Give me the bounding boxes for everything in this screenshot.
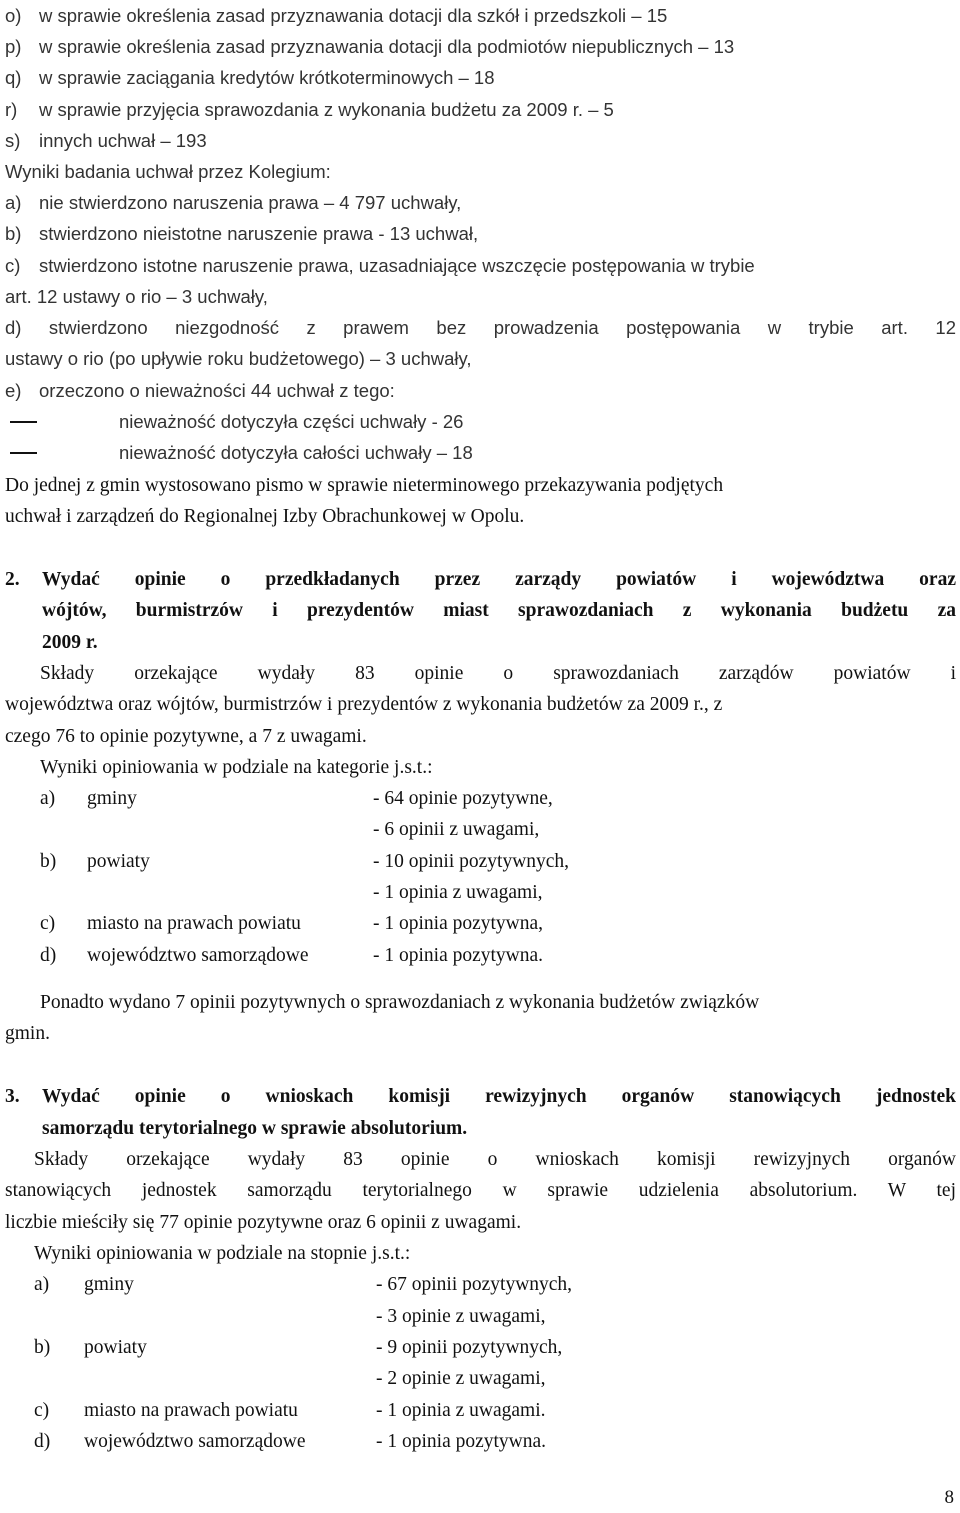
list-item	[5, 35, 956, 59]
sub-list-item	[5, 441, 956, 465]
row-value: - 2 opinie z uwagami,	[376, 1368, 546, 1389]
row-label: d)	[34, 1431, 51, 1452]
list-item-label: s)	[5, 130, 21, 151]
list-item-label: q)	[5, 67, 22, 88]
row-label: c)	[34, 1400, 50, 1421]
list-item-label: e)	[5, 380, 22, 401]
table-row	[34, 1336, 956, 1360]
table-row	[40, 912, 956, 936]
section-number: 2.	[5, 569, 20, 590]
table-row	[40, 787, 956, 811]
row-category: powiaty	[87, 851, 150, 872]
list-item-label: d)	[5, 317, 22, 338]
paragraph-line: liczbie mieściły się 77 opinie pozytywne oraz 6 opinii z uwagami.	[5, 1212, 522, 1233]
row-value: - 64 opinie pozytywne,	[373, 788, 553, 809]
dash-bullet-icon	[10, 452, 37, 454]
row-category: miasto na prawach powiatu	[84, 1400, 298, 1421]
table-row	[40, 944, 956, 968]
section-number: 3.	[5, 1086, 20, 1107]
kolegium-heading: Wyniki badania uchwał przez Kolegium:	[5, 161, 331, 182]
row-label: b)	[40, 851, 57, 872]
list-item	[5, 191, 956, 215]
sub-list-item-text: nieważność dotyczyła całości uchwały – 18	[119, 442, 473, 463]
table-row	[34, 1430, 956, 1454]
results-heading: Wyniki opiniowania w podziale na kategorie j.s.t.:	[40, 757, 433, 778]
list-item-text: w sprawie określenia zasad przyznawania dotacji dla podmiotów niepublicznych – 13	[39, 36, 735, 57]
paragraph-line: stanowiących jednostek samorządu terytorialnego w sprawie udzielenia absolutorium. W tej	[5, 1180, 956, 1201]
row-value: - 3 opinie z uwagami,	[376, 1306, 546, 1327]
row-value: - 1 opinia pozytywna.	[376, 1431, 547, 1452]
sub-list-item-text: nieważność dotyczyła części uchwały - 26	[119, 411, 464, 432]
section-title-line: 2009 r.	[42, 632, 98, 653]
list-item-text: w sprawie określenia zasad przyznawania dotacji dla szkół i przedszkoli – 15	[39, 5, 668, 26]
row-label: d)	[40, 945, 57, 966]
sub-list-item	[5, 410, 956, 434]
list-item-text: innych uchwał – 193	[39, 130, 207, 151]
list-item-continuation: ustawy o rio (po upływie roku budżetowego) – 3 uchwały,	[5, 348, 472, 369]
row-category: gminy	[84, 1274, 134, 1295]
dash-bullet-icon	[10, 421, 37, 423]
note-line: uchwał i zarządzeń do Regionalnej Izby Obrachunkowej w Opolu.	[5, 506, 525, 527]
list-item-label: a)	[5, 192, 22, 213]
list-item-text: orzeczono o nieważności 44 uchwał z tego:	[39, 380, 395, 401]
list-item	[5, 254, 956, 278]
list-item	[5, 4, 956, 28]
row-label: a)	[34, 1274, 50, 1295]
row-category: gminy	[87, 788, 137, 809]
page-number: 8	[944, 1487, 954, 1508]
list-item-text: w sprawie przyjęcia sprawozdania z wykonania budżetu za 2009 r. – 5	[39, 99, 614, 120]
section-title-line: samorządu terytorialnego w sprawie absolutorium.	[42, 1118, 468, 1139]
paragraph-line: czego 76 to opinie pozytywne, a 7 z uwagami.	[5, 726, 367, 747]
list-item-text: w sprawie zaciągania kredytów krótkoterminowych – 18	[39, 67, 495, 88]
row-category: miasto na prawach powiatu	[87, 913, 301, 934]
list-item-label: o)	[5, 5, 22, 26]
list-item-text: stwierdzono niezgodność z prawem bez prowadzenia postępowania w trybie art. 12	[48, 317, 956, 338]
row-label: a)	[40, 788, 56, 809]
list-item-text: stwierdzono nieistotne naruszenie prawa - 13 uchwał,	[39, 223, 479, 244]
row-value: - 9 opinii pozytywnych,	[376, 1337, 563, 1358]
paragraph-line: gmin.	[5, 1023, 50, 1044]
list-item-continuation: art. 12 ustawy o rio – 3 uchwały,	[5, 286, 268, 307]
list-item	[5, 222, 956, 246]
note-line: Do jednej z gmin wystosowano pismo w sprawie nieterminowego przekazywania podjętych	[5, 475, 724, 496]
row-value: - 6 opinii z uwagami,	[373, 819, 540, 840]
paragraph-line: Ponadto wydano 7 opinii pozytywnych o sprawozdaniach z wykonania budżetów związków	[40, 992, 760, 1013]
results-heading: Wyniki opiniowania w podziale na stopnie j.s.t.:	[34, 1243, 411, 1264]
table-row	[40, 850, 956, 874]
row-label: c)	[40, 913, 56, 934]
list-item-text: stwierdzono istotne naruszenie prawa, uzasadniające wszczęcie postępowania w trybie	[39, 255, 755, 276]
row-value: - 1 opinia z uwagami,	[373, 882, 543, 903]
row-value: - 1 opinia z uwagami.	[376, 1400, 546, 1421]
row-value: - 10 opinii pozytywnych,	[373, 851, 570, 872]
section-title-line: wójtów, burmistrzów i prezydentów miast sprawozdaniach z wykonania budżetu za	[42, 600, 956, 621]
list-item	[5, 66, 956, 90]
paragraph-line: województwa oraz wójtów, burmistrzów i prezydentów z wykonania budżetów za 2009 r., z	[5, 694, 723, 715]
list-item-label: p)	[5, 36, 22, 57]
row-label: b)	[34, 1337, 51, 1358]
row-category: województwo samorządowe	[84, 1431, 306, 1452]
row-value: - 1 opinia pozytywna.	[373, 945, 544, 966]
row-value: - 1 opinia pozytywna,	[373, 913, 544, 934]
row-category: powiaty	[84, 1337, 147, 1358]
list-item-label: r)	[5, 99, 18, 120]
section-title-line: Wydać opinie o przedkładanych przez zarządy powiatów i województwa oraz	[42, 569, 956, 590]
list-item	[5, 98, 956, 122]
row-value: - 67 opinii pozytywnych,	[376, 1274, 573, 1295]
table-row	[34, 1399, 956, 1423]
table-row	[34, 1273, 956, 1297]
list-item	[5, 129, 956, 153]
list-item	[5, 379, 956, 403]
list-item	[5, 316, 956, 340]
section-title-line: Wydać opinie o wnioskach komisji rewizyjnych organów stanowiących jednostek	[42, 1086, 956, 1107]
paragraph-line: Składy orzekające wydały 83 opinie o wnioskach komisji rewizyjnych organów	[34, 1149, 956, 1170]
paragraph-line: Składy orzekające wydały 83 opinie o sprawozdaniach zarządów powiatów i	[40, 663, 956, 684]
list-item-text: nie stwierdzono naruszenia prawa – 4 797 uchwały,	[39, 192, 462, 213]
row-category: województwo samorządowe	[87, 945, 309, 966]
list-item-label: b)	[5, 223, 22, 244]
list-item-label: c)	[5, 255, 21, 276]
